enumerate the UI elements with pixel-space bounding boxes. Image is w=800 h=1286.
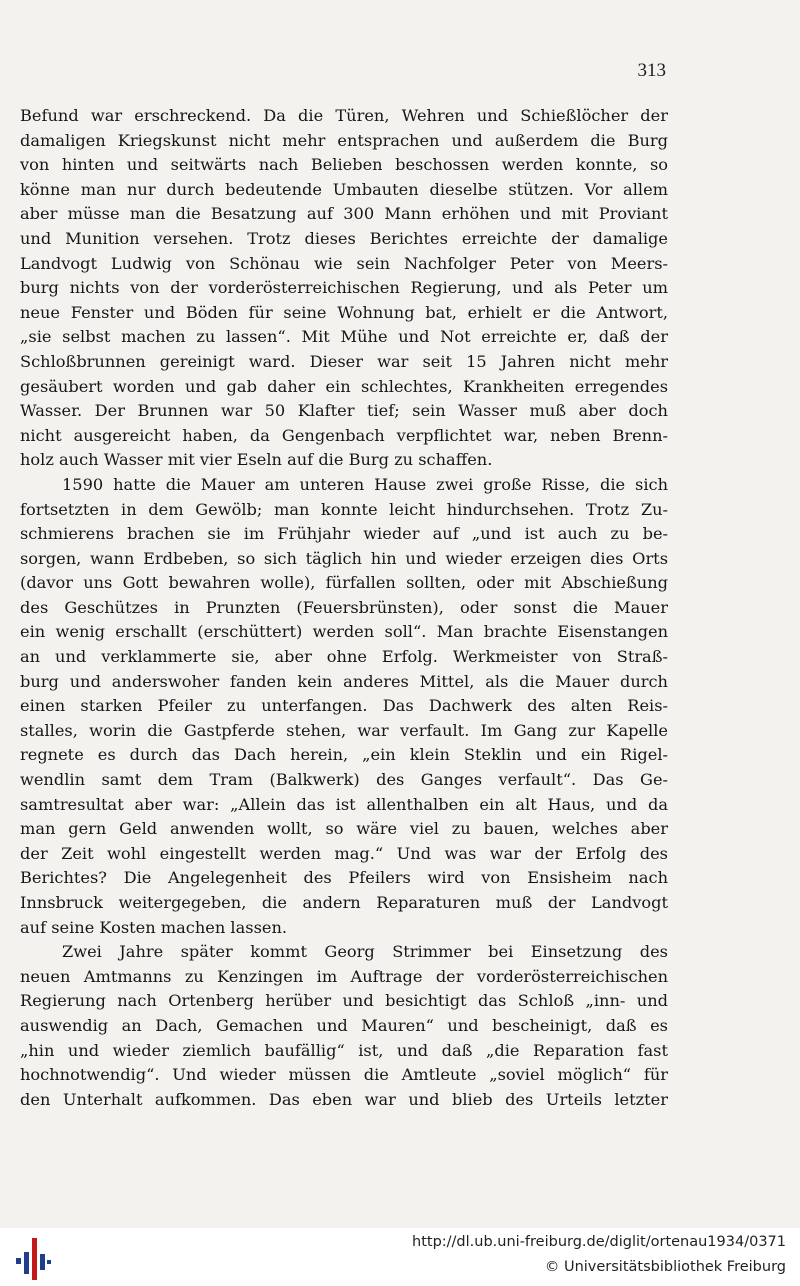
text-line: gesäubert worden und gab daher ein schlechtes, Krankheiten erregendes [20, 376, 668, 396]
text-line: Wasser. Der Brunnen war 50 Klafter tief; sein Wasser muß aber doch [20, 401, 668, 421]
text-line: Berichtes? Die Angelegenheit des Pfeilers wird von Ensisheim nach [20, 868, 668, 888]
text-line: an und verklammerte sie, aber ohne Erfolg. Werkmeister von Straß- [20, 647, 668, 667]
copyright-notice: © Universitätsbibliothek Freiburg [544, 1259, 786, 1275]
text-line: ein wenig erschallt (erschüttert) werden soll“. Man brachte Eisenstangen [20, 622, 668, 642]
text-line: einen starken Pfeiler zu unterfangen. Das Dachwerk des alten Reis- [20, 696, 668, 716]
text-line: und Munition versehen. Trotz dieses Berichtes erreichte der damalige [20, 228, 668, 248]
text-line: neuen Amtmanns zu Kenzingen im Auftrage der vorderösterreichischen [20, 966, 668, 986]
text-line: sorgen, wann Erdbeben, so sich täglich hin und wieder erzeigen dies Orts [20, 548, 668, 568]
text-line: man gern Geld anwenden wollt, so wäre viel zu bauen, welches aber [20, 819, 668, 839]
text-line: Schloßbrunnen gereinigt ward. Dieser war seit 15 Jahren nicht mehr [20, 351, 668, 371]
ub-freiburg-logo-icon [14, 1236, 52, 1282]
source-url-link[interactable]: http://dl.ub.uni-freiburg.de/diglit/ortenau1934/0371 [412, 1234, 786, 1250]
text-line: aber müsse man die Besatzung auf 300 Mann erhöhen und mit Proviant [20, 204, 668, 224]
text-line: Befund war erschreckend. Da die Türen, Wehren und Schießlöcher der [20, 106, 668, 125]
text-line: hochnotwendig“. Und wieder müssen die Amtleute „soviel möglich“ für [20, 1065, 668, 1085]
text-line: damaligen Kriegskunst nicht mehr entsprachen und außerdem die Burg [20, 130, 668, 150]
text-line: stalles, worin die Gastpferde stehen, war verfault. Im Gang zur Kapelle [20, 720, 668, 740]
text-line: (davor uns Gott bewahren wolle), fürfallen sollten, oder mit Abschießung [20, 573, 668, 593]
text-line: burg nichts von der vorderösterreichischen Regierung, und als Peter um [20, 278, 668, 298]
body-text [20, 104, 668, 1112]
text-line: auf seine Kosten machen lassen. [20, 917, 288, 937]
text-line: neue Fenster und Böden für seine Wohnung bat, erhielt er die Antwort, [20, 302, 668, 322]
text-line: holz auch Wasser mit vier Eseln auf die Burg zu schaffen. [20, 450, 493, 470]
text-line: Innsbruck weitergegeben, die andern Reparaturen muß der Landvogt [20, 893, 668, 912]
text-line: wendlin samt dem Tram (Balkwerk) des Ganges verfault“. Das Ge- [20, 770, 668, 790]
text-line: „hin und wieder ziemlich baufällig“ ist, und daß „die Reparation fast [20, 1040, 668, 1060]
text-line: des Geschützes in Prunzten (Feuersbrünsten), oder sonst die Mauer [20, 597, 668, 617]
text-line: samtresultat aber war: „Allein das ist allenthalben ein alt Haus, und da [20, 794, 668, 814]
text-line: Landvogt Ludwig von Schönau wie sein Nachfolger Peter von Meers- [20, 253, 668, 273]
text-line: fortsetzten in dem Gewölb; man konnte leicht hindurchsehen. Trotz Zu- [20, 499, 668, 519]
text-line: könne man nur durch bedeutende Umbauten dieselbe stützen. Vor allem [20, 179, 668, 199]
text-line: schmierens brachen sie im Frühjahr wieder auf „und ist auch zu be- [20, 524, 668, 544]
text-line: regnete es durch das Dach herein, „ein klein Steklin und ein Rigel- [20, 745, 668, 765]
text-line: „sie selbst machen zu lassen“. Mit Mühe und Not erreichte er, daß der [20, 327, 668, 347]
text-line: burg und anderswoher fanden kein anderes Mittel, als die Mauer durch [20, 671, 668, 691]
text-line: den Unterhalt aufkommen. Das eben war und blieb des Urteils letzter [20, 1089, 668, 1109]
text-line: 1590 hatte die Mauer am unteren Hause zwei große Risse, die sich [62, 474, 668, 494]
text-line: auswendig an Dach, Gemachen und Mauren“ und bescheinigt, daß es [20, 1015, 668, 1035]
page-number: 313 [637, 60, 666, 81]
text-line: von hinten und seitwärts nach Belieben beschossen werden konnte, so [20, 155, 668, 175]
text-line: der Zeit wohl eingestellt werden mag.“ Und was war der Erfolg des [20, 843, 668, 863]
viewer-footer [0, 1228, 800, 1286]
text-line: Zwei Jahre später kommt Georg Strimmer bei Einsetzung des [62, 942, 668, 962]
text-line: Regierung nach Ortenberg herüber und besichtigt das Schloß „inn- und [20, 991, 668, 1011]
text-line: nicht ausgereicht haben, da Gengenbach verpflichtet war, neben Brenn- [20, 425, 668, 445]
